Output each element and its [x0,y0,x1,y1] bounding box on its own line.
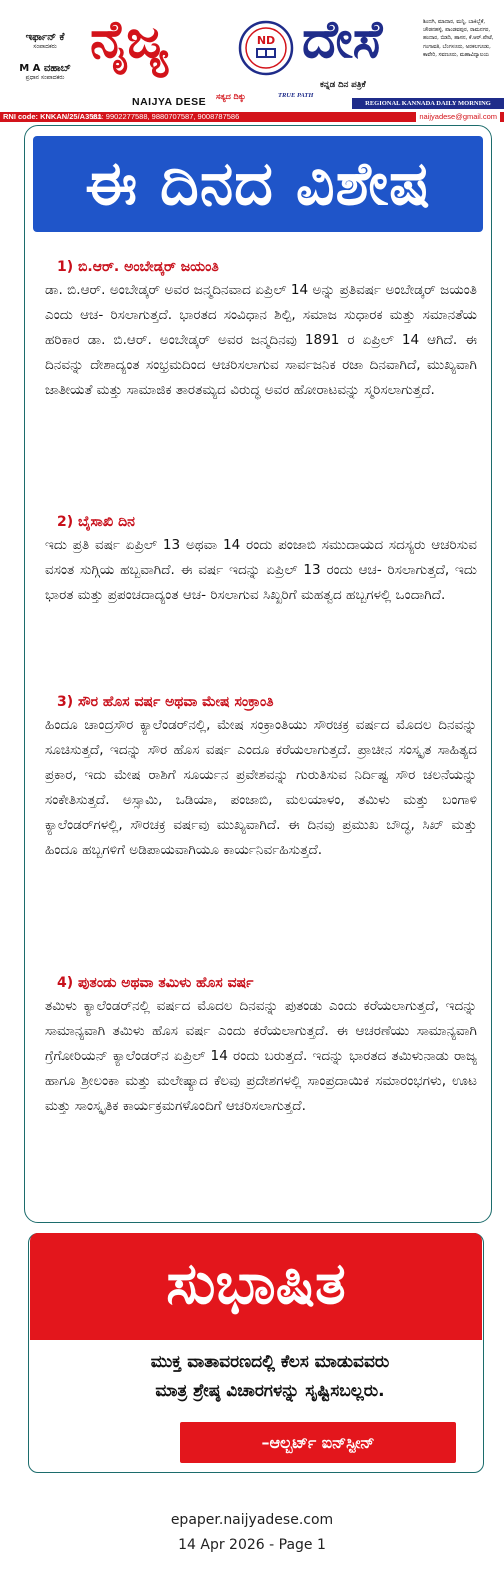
section-puthandu [45,972,477,1119]
quote-line-2: ಮಾತ್ರ ಶ್ರೇಷ್ಠ ವಿಚಾರಗಳನ್ನು ಸೃಷ್ಟಿಸಬಲ್ಲರು. [155,1381,385,1401]
rni-code: RNI code: KNKAN/25/A3581 [3,112,102,121]
editor-block [6,32,84,94]
brand-name-english: NAIJYA DESE [132,96,207,108]
section-ambedkar-jayanti [45,256,477,403]
editor-name: ಇರ್ಫಾನ್ ಕೆ [25,32,65,43]
chief-editor-role: ಪ್ರಧಾನ ಸಂಪಾದಕರು [25,74,65,81]
epaper-url[interactable]: epaper.naijyadese.com [170,1512,334,1528]
phone-numbers: ದೂ: 9902277588, 9880707587, 9008787586 [92,112,240,121]
brand-name-part2: ದೇಸೆ [302,10,383,70]
nd-emblem-icon [238,20,294,76]
section-heading: 1) ಬಿ.ಆರ್. ಅಂಬೇಡ್ಕರ್ ಜಯಂತಿ [57,259,219,275]
section-baisakhi [45,511,477,608]
subhashita-quote [60,1348,480,1406]
info-bar [0,112,504,122]
editor-role: ಸಂಪಾದಕರು [33,43,57,50]
brand-name-part1: ನೈಜ್ಯ [90,10,169,70]
tagline-english: TRUE PATH [278,92,314,99]
page-footer [0,1508,504,1558]
section-solar-new-year [45,691,477,863]
quote-author: –ಆಲ್ಬರ್ಟ್ ಐನ್‌ಸ್ಟೀನ್ [180,1422,456,1463]
section-body: ಡಾ. ಬಿ.ಆರ್. ಅಂಬೇಡ್ಕರ್ ಅವರ ಜನ್ಮದಿನವಾದ ಏಪ್ರಿಲ್ 14 ಅನ್ನು ಪ್ರತಿವರ್ಷ ಅಂಬೇಡ್ಕರ್ ಜಯಂತಿ ಎಂದು ಆಚ- ರಿಸಲಾಗುತ್ತದೆ. ಭಾರತದ ಸಂವಿಧಾನ ಶಿಲ್ಪಿ, ಸಮಾಜ ಸುಧಾರಕ ಮತ್ತು ಸಮಾನತೆಯ ಹರಿಕಾರ ಡಾ. ಬಿ.ಆರ್. ಅಂಬೇಡ್ಕರ್ ಅವರ ಜನ್ಮದಿನವು 1891 ರ ಏಪ್ರಿಲ್ 14 ಆಗಿದೆ. ಈ ದಿನವನ್ನು ದೇಶಾದ್ಯಂತ ಸಂಭ್ರಮದಿಂದ ಆಚರಿಸಲಾಗುವ ಸಾರ್ವಜನಿಕ ರಜಾ ದಿನವಾಗಿದೆ, ಮುಖ್ಯವಾಗಿ ಜಾತೀಯತೆ ಮತ್ತು ಸಾಮಾಜಿಕ ತಾರತಮ್ಯದ ವಿರುದ್ಧ ಅವರ ಹೋರಾಟವನ್ನು ಸ್ಮರಿಸಲಾಗುತ್ತದೆ. [45,282,477,398]
chief-editor-name: M A ವಹಾಬ್ [19,63,71,74]
tagline-kannada: ಸತ್ಯದ ದಿಕ್ಕು [216,92,246,101]
subhashita-title: ಸುಭಾಷಿತ [30,1233,482,1340]
section-heading: 3) ಸೌರ ಹೊಸ ವರ್ಷ ಅಥವಾ ಮೇಷ ಸಂಕ್ರಾಂತಿ [57,694,274,710]
article-title: ಈ ದಿನದ ವಿಶೇಷ [33,136,483,232]
section-heading: 2) ಬೈಸಾಖಿ ದಿನ [57,514,135,530]
section-body: ಇದು ಪ್ರತಿ ವರ್ಷ ಏಪ್ರಿಲ್ 13 ಅಥವಾ 14 ರಂದು ಪಂಜಾಬಿ ಸಮುದಾಯದ ಸದಸ್ಯರು ಆಚರಿಸುವ ವಸಂತ ಸುಗ್ಗಿಯ ಹಬ್ಬವಾಗಿದೆ. ಈ ವರ್ಷ ಇದನ್ನು ಏಪ್ರಿಲ್ 13 ರಂದು ಆಚ- ರಿಸಲಾಗುತ್ತದೆ, ಇದು ಭಾರತ ಮತ್ತು ಪ್ರಪಂಚದಾದ್ಯಂತ ಆಚ- ರಿಸಲಾಗುವ ಸಿಖ್ಖರಿಗೆ ಮಹತ್ವದ ಹಬ್ಬಗಳಲ್ಲಿ ಒಂದಾಗಿದೆ. [45,537,477,603]
email-link[interactable]: naijyadese@gmail.com [416,112,500,122]
section-body: ಹಿಂದೂ ಚಾಂದ್ರಸೌರ ಕ್ಯಾಲೆಂಡರ್‌ನಲ್ಲಿ, ಮೇಷ ಸಂಕ್ರಾಂತಿಯು ಸೌರಚಕ್ರ ವರ್ಷದ ಮೊದಲ ದಿನವನ್ನು ಸೂಚಿಸುತ್ತದೆ, ಇದನ್ನು ಸೌರ ಹೊಸ ವರ್ಷ ಎಂದೂ ಕರೆಯಲಾಗುತ್ತದೆ. ಪ್ರಾಚೀನ ಸಂಸ್ಕೃತ ಸಾಹಿತ್ಯದ ಪ್ರಕಾರ, ಇದು ಮೇಷ ರಾಶಿಗೆ ಸೂರ್ಯನ ಪ್ರವೇಶವನ್ನು ಗುರುತಿಸುವ ನಿರ್ದಿಷ್ಟ ಸೌರ ಚಲನೆಯನ್ನು ಸಂಕೇತಿಸುತ್ತದೆ. ಅಸ್ಸಾಮಿ, ಒಡಿಯಾ, ಪಂಜಾಬಿ, ಮಲಯಾಳಂ, ತಮಿಳು ಮತ್ತು ಬಂಗಾಳಿ ಕ್ಯಾಲೆಂಡರ್‌ಗಳಲ್ಲಿ, ಸೌರಚಕ್ರ ವರ್ಷವು ಮುಖ್ಯವಾಗಿದೆ. ಈ ದಿನವು ಪ್ರಮುಖ ಬೌದ್ಧ, ಸಿಖ್ ಮತ್ತು ಹಿಂದೂ ಹಬ್ಬಗಳಿಗೆ ಅಡಿಪಾಯವಾಗಿಯೂ ಕಾರ್ಯನಿರ್ವಹಿಸುತ್ತದೆ. [45,717,477,858]
daily-label: REGIONAL KANNADA DAILY MORNING [352,98,504,109]
section-heading: 4) ಪುತಂಡು ಅಥವಾ ತಮಿಳು ಹೊಸ ವರ್ಷ [57,975,254,991]
subtitle: ಕನ್ನಡ ದಿನ ಪತ್ರಿಕೆ [320,80,366,90]
date-page: 14 Apr 2026 - Page 1 [178,1537,326,1553]
coverage-list: ಶಿಂದಗಿ, ಮಾದಾರ, ಮನ್ನಿ, ಬಾಕಿಬ್ಬೆಕೆ, ಚೌಡನಹಳ್ಳಿ, ಪಾಂಡವಪುರ, ರಾಮನಗರ, ಹಂದಾರ, ಬಿಡದಿ, ಹಾಸನ, ಕೆ.ಆರ್.ಪೇಟೆ, ಗಂಗಾವತಿ, ಬೆಂಗಳೂರು, ಅರಕಲಗೂಡು, ಕಾವೇರಿ, ಸವಣೂರು, ಮಹಾವಿದ್ಯಾಲಯ [423,19,494,58]
article-box [24,125,492,1223]
masthead [0,0,504,112]
quote-line-1: ಮುಕ್ತ ವಾತಾವರಣದಲ್ಲಿ ಕೆಲಸ ಮಾಡುವವರು [150,1352,390,1372]
svg-text:ND: ND [256,34,276,47]
section-body: ತಮಿಳು ಕ್ಯಾಲೆಂಡರ್‌ನಲ್ಲಿ ವರ್ಷದ ಮೊದಲ ದಿನವನ್ನು ಪುತಂಡು ಎಂದು ಕರೆಯಲಾಗುತ್ತದೆ, ಇದನ್ನು ಸಾಮಾನ್ಯವಾಗಿ ತಮಿಳು ಹೊಸ ವರ್ಷ ಎಂದು ಕರೆಯಲಾಗುತ್ತದೆ. ಈ ಆಚರಣೆಯು ಸಾಮಾನ್ಯವಾಗಿ ಗ್ರೆಗೋರಿಯನ್ ಕ್ಯಾಲೆಂಡರ್‌ನ ಏಪ್ರಿಲ್ 14 ರಂದು ಬರುತ್ತದೆ. ಇದನ್ನು ಭಾರತದ ತಮಿಳುನಾಡು ರಾಜ್ಯ ಹಾಗೂ ಶ್ರೀಲಂಕಾ ಮತ್ತು ಮಲೇಷ್ಯಾದ ಕೆಲವು ಪ್ರದೇಶಗಳಲ್ಲಿ ಸಾಂಪ್ರದಾಯಿಕ ಸಮಾರಂಭಗಳು, ಊಟ ಮತ್ತು ಸಾಂಸ್ಕೃತಿಕ ಕಾರ್ಯಕ್ರಮಗಳೊಂದಿಗೆ ಆಚರಿಸಲಾಗುತ್ತದೆ. [45,998,477,1114]
